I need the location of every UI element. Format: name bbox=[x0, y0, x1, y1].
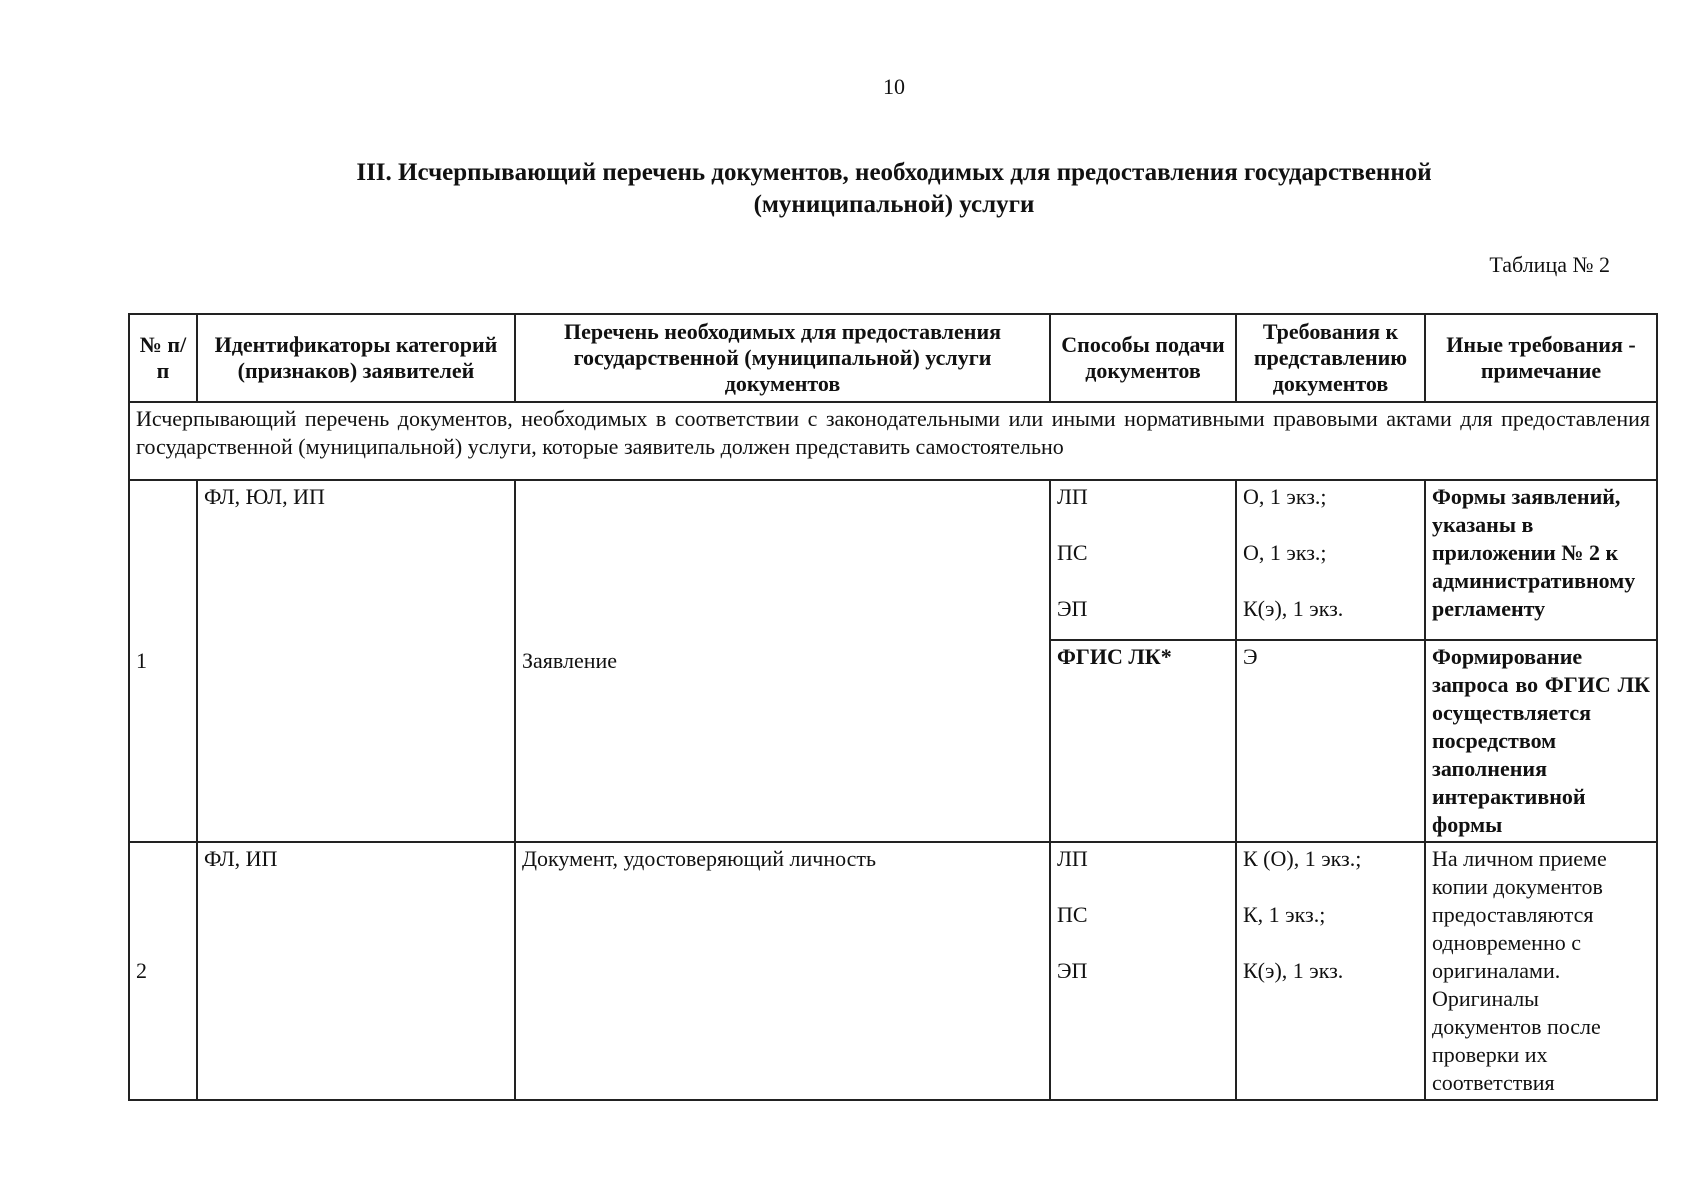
requirement-item: К(э), 1 экз. bbox=[1243, 596, 1344, 621]
row-identifiers: ФЛ, ИП bbox=[197, 842, 515, 1100]
section-title bbox=[180, 157, 1608, 221]
row-requirement-fgis: Э bbox=[1236, 640, 1425, 842]
row-identifiers: ФЛ, ЮЛ, ИП bbox=[197, 480, 515, 842]
method-item: ПС bbox=[1057, 540, 1088, 565]
row-note-fgis: Формирование запроса во ФГИС ЛК осуществляется посредством заполнения интерактивной формы bbox=[1425, 640, 1657, 842]
table-header-row bbox=[129, 314, 1657, 402]
row-methods bbox=[1050, 480, 1236, 640]
section-title-line-2: (муниципальной) услуги bbox=[753, 191, 1035, 218]
row-requirements bbox=[1236, 842, 1425, 1100]
header-other: Иные требования - примечание bbox=[1425, 314, 1657, 402]
row-document: Заявление bbox=[515, 480, 1050, 842]
table-row bbox=[129, 842, 1657, 1100]
row-number: 2 bbox=[129, 842, 197, 1100]
method-item: ЛП bbox=[1057, 484, 1088, 509]
row-methods bbox=[1050, 842, 1236, 1100]
row-note: На личном приеме копии документов предоставляются одновременно с оригиналами. Оригиналы документов после проверки их соответствия bbox=[1425, 842, 1657, 1100]
row-note: Формы заявлений, указаны в приложении № 2 к административному регламенту bbox=[1425, 480, 1657, 640]
table-section-row bbox=[129, 402, 1657, 480]
row-number: 1 bbox=[129, 480, 197, 842]
method-item: ЭП bbox=[1057, 596, 1088, 621]
requirement-item: О, 1 экз.; bbox=[1243, 540, 1327, 565]
header-methods: Способы подачи документов bbox=[1050, 314, 1236, 402]
section-row-text: Исчерпывающий перечень документов, необходимых в соответствии с законодательными или иными нормативными правовыми актами для предоставления государственной (муниципальной) услуги, которые заявитель должен представить самостоятельно bbox=[129, 402, 1657, 480]
row-requirements bbox=[1236, 480, 1425, 640]
row-method-fgis: ФГИС ЛК* bbox=[1050, 640, 1236, 842]
header-requirements: Требования к представлению документов bbox=[1236, 314, 1425, 402]
row-document: Документ, удостоверяющий личность bbox=[515, 842, 1050, 1100]
requirement-item: К, 1 экз.; bbox=[1243, 902, 1326, 927]
method-item: ПС bbox=[1057, 902, 1088, 927]
documents-table bbox=[128, 313, 1658, 1101]
method-item: ЭП bbox=[1057, 958, 1088, 983]
header-documents: Перечень необходимых для предоставления государственной (муниципальной) услуги документов bbox=[515, 314, 1050, 402]
requirement-item: К (О), 1 экз.; bbox=[1243, 846, 1362, 871]
method-item: ЛП bbox=[1057, 846, 1088, 871]
table-row bbox=[129, 480, 1657, 640]
requirement-item: О, 1 экз.; bbox=[1243, 484, 1327, 509]
header-identifiers: Идентификаторы категорий (признаков) заявителей bbox=[197, 314, 515, 402]
page-number: 10 bbox=[883, 74, 905, 99]
header-num: № п/п bbox=[129, 314, 197, 402]
table-label: Таблица № 2 bbox=[1489, 252, 1610, 277]
requirement-item: К(э), 1 экз. bbox=[1243, 958, 1344, 983]
section-title-line-1: III. Исчерпывающий перечень документов, необходимых для предоставления государственной bbox=[356, 159, 1432, 186]
